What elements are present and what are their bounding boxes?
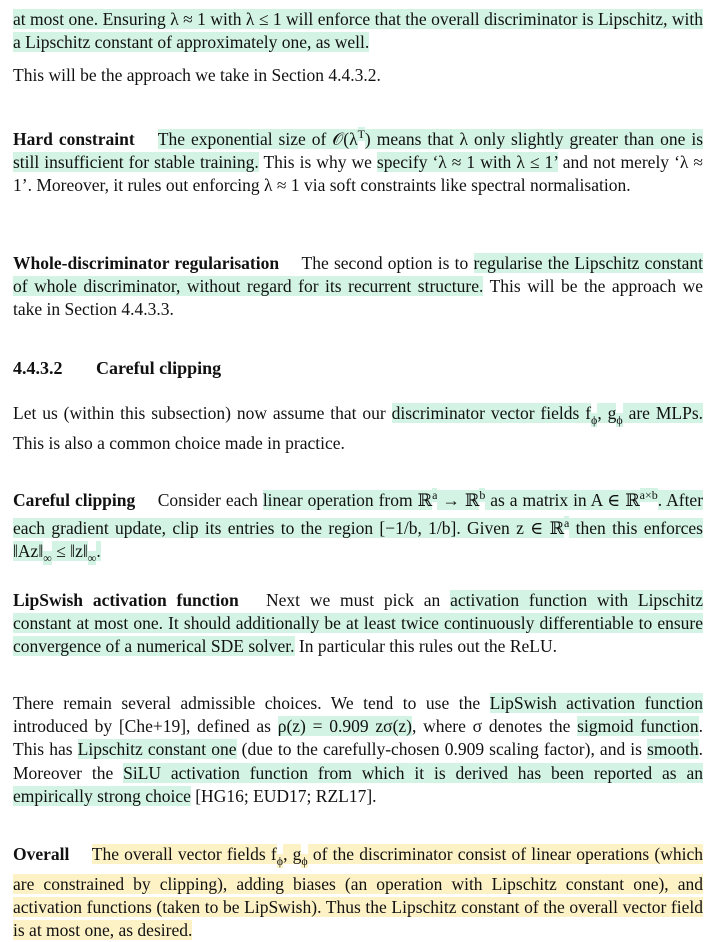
text-segment: In particular this rules out the ReLU. xyxy=(294,636,557,657)
text-segment: , where σ denotes the xyxy=(412,716,578,737)
highlighted-text: T xyxy=(357,127,365,141)
highlighted-text: b xyxy=(479,488,486,502)
highlighted-text: at most one. Ensuring λ ≈ 1 with λ ≤ 1 will enforce that the overall discriminator is Lipschitz, with a Lipschitz constant of approximately one, as well. xyxy=(13,9,703,53)
text-segment: This is also a common choice made in practice. xyxy=(13,432,345,453)
highlighted-text: a xyxy=(432,488,438,502)
highlighted-text: ∞ xyxy=(43,550,52,565)
text-segment: This is why we xyxy=(258,152,377,173)
paragraph-title: Whole-discriminator regularisation xyxy=(13,253,280,273)
text-segment: The second option is to xyxy=(301,253,474,273)
highlighted-text: ∞ xyxy=(87,550,97,565)
paragraph-hard-constraint xyxy=(13,123,703,197)
paragraph-lipschitz-intro xyxy=(13,8,703,54)
paragraph-title: Careful clipping xyxy=(13,489,136,510)
text-segment: [HG16; EUD17; RZL17]. xyxy=(190,785,377,806)
highlighted-text: specify ‘λ ≈ 1 with λ ≤ 1’ xyxy=(376,152,558,173)
paragraph-careful-clipping xyxy=(13,484,703,570)
text-segment: This will be the approach we take in Section 4.4.3.3. xyxy=(13,276,703,320)
highlighted-text: as a matrix in A ∈ ℝ xyxy=(485,489,640,510)
section-title: Careful clipping xyxy=(96,358,222,378)
highlighted-text: LipSwish activation function xyxy=(489,693,703,713)
highlighted-text: SiLU activation function from which it is derived has been reported as an empirically strong choice xyxy=(13,762,703,806)
paragraph-overall xyxy=(13,843,703,942)
text-segment: . This has xyxy=(13,716,703,760)
highlighted-text: sigmoid function xyxy=(577,716,699,737)
highlighted-text: , g xyxy=(283,844,302,864)
text-segment: . Moreover the xyxy=(13,739,703,783)
highlighted-text: activation function with Lipschitz constant at most one. It should additionally be at least twice continuously differentiable to ensure convergence of a numerical SDE solver. xyxy=(13,590,703,657)
text-segment: This will be the approach we take in Section 4.4.3.2. xyxy=(13,65,381,85)
highlighted-text: ϕ xyxy=(276,853,284,868)
text-segment: introduced by [Che+19], defined as xyxy=(13,716,278,737)
highlighted-text: linear operation from ℝ xyxy=(262,489,433,510)
highlighted-text: ρ(z) = 0.909 zσ(z) xyxy=(277,716,413,737)
highlighted-text: a xyxy=(564,516,570,531)
highlighted-text: regularise the Lipschitz constant of whole discriminator, without regard for its recurrent structure. xyxy=(13,253,704,297)
highlighted-text: The exponential size of 𝒪(λ xyxy=(157,128,358,149)
highlighted-text: ϕ xyxy=(591,412,598,427)
text-segment: Consider each xyxy=(157,489,263,510)
paragraph-title: Overall xyxy=(13,844,70,864)
paragraph-approach-4432 xyxy=(13,64,703,87)
paragraph-lipswish-activation xyxy=(13,589,703,659)
highlighted-text: → ℝ xyxy=(437,489,480,510)
highlighted-text: smooth xyxy=(647,739,699,760)
highlighted-text: are MLPs. xyxy=(622,403,704,423)
text-segment: and not merely ‘λ ≈ 1’. Moreover, it rules out enforcing λ ≈ 1 via soft constraints like spectral normalisation. xyxy=(13,152,704,196)
highlighted-text: of the discriminator consist of linear operations (which are constrained by clipping), adding biases (an operation with Lipschitz constant one), and activation functions (taken to be LipSwish). Thus the Lipschitz constant of the overall vector field is at most one, as desired. xyxy=(13,844,703,941)
paragraph-title: LipSwish activation function xyxy=(13,590,239,610)
paragraph-mlp-assumption xyxy=(13,402,703,455)
highlighted-text: . xyxy=(96,541,101,562)
highlighted-text: ϕ xyxy=(616,412,623,427)
highlighted-text: ) means that λ only slightly greater than one is still insufficient for stable training. xyxy=(13,128,704,173)
paragraph-admissible-choices xyxy=(13,692,703,808)
highlighted-text: ≤ ‖z‖ xyxy=(51,541,88,562)
text-segment: (due to the carefully-chosen 0.909 scaling factor), and is xyxy=(236,739,648,760)
text-segment: Let us (within this subsection) now assume that our xyxy=(13,403,392,423)
text-segment: There remain several admissible choices. We tend to use the xyxy=(13,693,490,713)
highlighted-text: ϕ xyxy=(301,853,308,868)
highlighted-text: then this enforces ‖Az‖ xyxy=(13,517,703,562)
highlighted-text: , g xyxy=(597,403,617,423)
highlighted-text: The overall vector fields f xyxy=(91,844,277,864)
section-number: 4.4.3.2 xyxy=(13,358,63,378)
highlighted-text: Lipschitz constant one xyxy=(77,739,237,760)
highlighted-text: discriminator vector fields f xyxy=(391,403,592,423)
text-segment: Next we must pick an xyxy=(266,590,451,610)
section-heading xyxy=(13,357,221,380)
highlighted-text: a×b xyxy=(639,488,658,502)
paragraph-whole-discriminator xyxy=(13,252,703,322)
paragraph-title: Hard constraint xyxy=(13,128,135,149)
highlighted-text: . After each gradient update, clip its entries to the region [−1/b, 1/b]. Given z ∈ ℝ xyxy=(13,489,704,538)
